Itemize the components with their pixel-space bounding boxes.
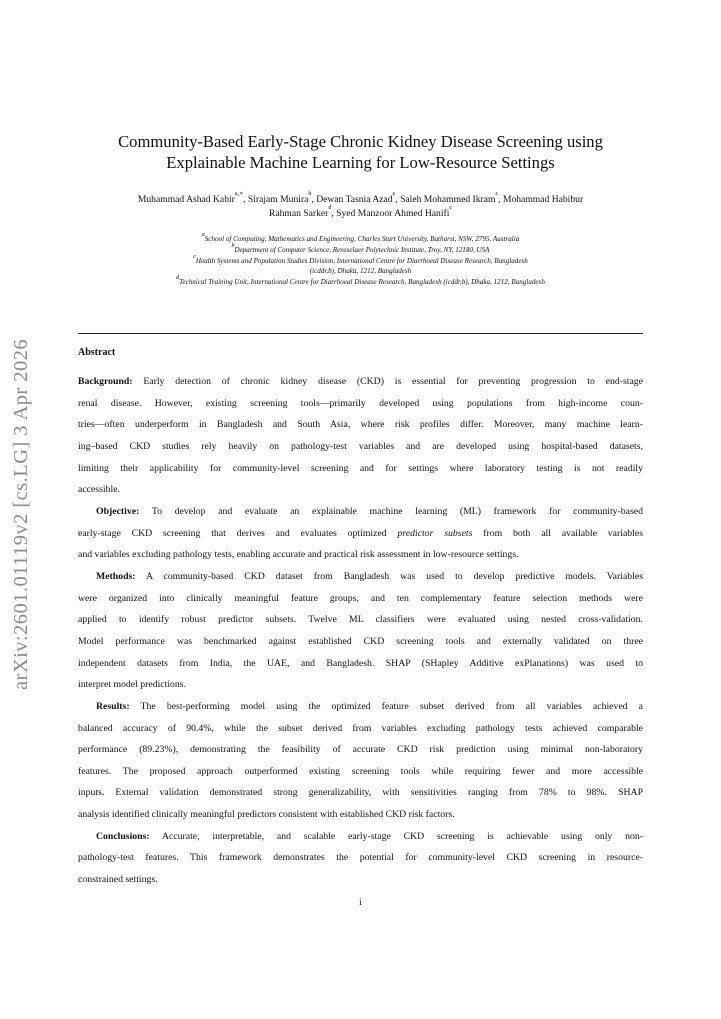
section-label: Background: — [78, 376, 133, 387]
abstract-results — [78, 696, 643, 826]
section-label: Conclusions: — [96, 830, 150, 842]
text-line: independent datasets from India, the UAE, and Bangladesh. SHAP (SHapley Additive exPlanations) was used to — [78, 657, 643, 669]
author-mark: c — [495, 191, 499, 197]
author-mark: b — [308, 191, 312, 197]
text-line: interpret model predictions. — [78, 679, 187, 691]
affiliation-text: Health Systems and Population Studies Division, International Centre for Diarrhoeal Disease Research, Bangladesh — [195, 256, 528, 265]
text-line: performance (89.23%), demonstrating the feasibility of accurate CKD risk prediction using minimal non-laboratory — [78, 744, 643, 756]
text-line: Background: Early detection of chronic kidney disease (CKD) is essential for preventing progression to end-stage — [78, 376, 643, 387]
author-name: Muhammad Ashad Kabir — [137, 194, 235, 205]
author-mark: a,∗ — [234, 191, 244, 197]
author-name-part: Mohammad Habibur — [502, 194, 584, 205]
affiliation-text: (icddr,b), Dhaka, 1212, Bangladesh — [309, 267, 412, 276]
affiliation-mark: a — [201, 232, 205, 238]
author-name: Syed Manzoor Ahmed Hanifi — [336, 207, 450, 219]
title-line-1: Community-Based Early-Stage Chronic Kidney Disease Screening using — [118, 132, 603, 151]
author-name: Sirajam Munira — [247, 194, 309, 205]
text-line: Objective: To develop and evaluate an explainable machine learning (ML) framework for community-based — [96, 505, 643, 517]
emphasis: predictor subsets — [397, 527, 473, 539]
author-list — [78, 193, 643, 220]
affiliation-text: Department of Computer Science, Rensselaer Polytechnic Institute, Troy, NY, 12180, USA — [234, 245, 490, 254]
text-line: tries—often underperform in Bangladesh and South Asia, where risk profiles differ. Moreover, many machine learn- — [78, 419, 643, 431]
text-line: were organized into clinically meaningful feature groups, and ten complementary feature selection methods were — [78, 592, 643, 604]
affiliation — [78, 234, 643, 245]
text-line: inputs. External validation demonstrated strong generalizability, with sensitivities ranging from 78% to 98%. SHAP — [78, 787, 643, 799]
text-line: Model performance was benchmarked against established CKD screening tools and externally validated on three — [78, 635, 643, 647]
affiliation-text: Technical Training Unit, International Centre for Diarrhoeal Disease Research, Bangladesh (icddr,b), Dhaka, 1212, Bangladesh — [179, 278, 545, 287]
affiliation — [78, 253, 643, 267]
affiliation-list — [78, 234, 643, 288]
author-mark: c — [392, 191, 396, 197]
section-label: Results: — [96, 700, 130, 712]
text-line: balanced accuracy of 90.4%, while the subset derived from variables excluding pathology tests achieved comparable — [78, 722, 643, 734]
text-line: early-stage CKD screening that derives and evaluates optimized predictor subsets from both all available variables — [78, 527, 643, 539]
author-name: Saleh Mohammed Ikram — [400, 194, 496, 205]
text-line: Conclusions: Accurate, interpretable, and scalable early-stage CKD screening is achievable using only non- — [96, 830, 643, 842]
paper-title — [78, 131, 643, 173]
text-line: and variables excluding pathology tests, enabling accurate and practical risk assessment in low-resource settings. — [78, 549, 519, 561]
horizontal-rule — [78, 333, 643, 334]
affiliation — [78, 277, 643, 288]
text-line: constrained settings. — [78, 874, 158, 886]
arxiv-identifier: arXiv:2601.01119v2 [cs.LG] 3 Apr 2026 — [10, 338, 32, 690]
author-mark: c — [449, 204, 453, 211]
author-mark: d — [328, 204, 332, 211]
text-line: applied to identify robust predictor subsets. Twelve ML classifiers were evaluated using nested cross-validation. — [78, 614, 643, 626]
text-line: Methods: A community-based CKD dataset from Bangladesh was used to develop predictive models. Variables — [96, 570, 644, 582]
author-name: Dewan Tasnia Azad — [316, 194, 393, 205]
affiliation-mark: b — [231, 242, 235, 249]
title-line-2: Explainable Machine Learning for Low-Resource Settings — [166, 153, 555, 172]
abstract-body — [78, 371, 643, 891]
text-line: renal disease. However, existing screening tools—primarily developed using populations from high-income coun- — [78, 397, 643, 409]
page-number: i — [359, 898, 362, 908]
affiliation — [78, 242, 643, 256]
affiliation-mark: c — [193, 253, 196, 260]
text-line: features. The proposed approach outperformed existing screening tools while requiring fewer and more accessible — [78, 765, 643, 777]
author-line-1: Muhammad Ashad Kabir$^{a,∗}$, Sirajam Munira$^b$, Dewan Tasnia Azad$^c$, Saleh Mohammed Ikram$^c$, Mohammad Habibur — [137, 191, 584, 205]
section-label: Objective: — [96, 505, 140, 517]
affiliation-mark: d — [176, 275, 180, 282]
abstract-background — [78, 371, 643, 501]
author-line-2: Rahman Sarker$^d$, Syed Manzoor Ahmed Hanifi$^c$ — [268, 204, 453, 219]
affiliation-continuation — [78, 266, 643, 277]
section-label: Methods: — [96, 570, 136, 582]
abstract-conclusions — [78, 826, 643, 891]
text-line: Results: The best-performing model using the optimized feature subset derived from all variables achieved a — [96, 700, 644, 712]
abstract-objective — [78, 501, 643, 566]
text-line: limiting their applicability for community-level screening and for settings where laboratory testing is not readily — [78, 462, 643, 474]
text-line: analysis identified clinically meaningful predictors consistent with established CKD risk factors. — [78, 809, 455, 821]
text-line: pathology-test features. This framework demonstrates the potential for community-level CKD screening in resource- — [78, 852, 643, 864]
text-line: accessible. — [78, 484, 120, 496]
affiliation-text: School of Computing, Mathematics and Engineering, Charles Sturt University, Bathurst, NSW, 2795, Australia — [204, 235, 520, 243]
text-line: ing–based CKD studies rely heavily on pathology-test variables and are developed using hospital-based datasets, — [78, 440, 643, 452]
abstract-heading: Abstract — [78, 347, 116, 358]
author-name-part: Rahman Sarker — [268, 207, 329, 219]
abstract-methods — [78, 566, 643, 696]
